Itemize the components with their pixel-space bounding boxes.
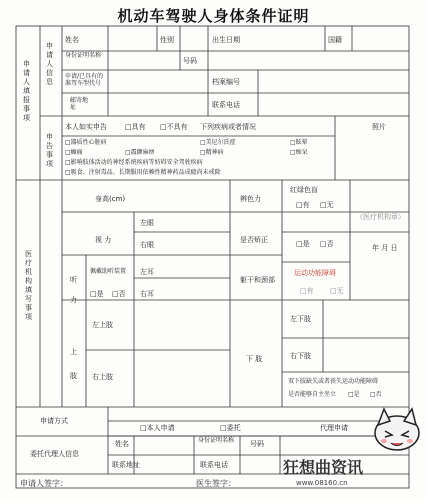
motion-yes-checkbox[interactable]: □有 <box>300 287 314 295</box>
declaration-following: 下列疾病或者情况 <box>200 123 256 131</box>
proxy-checkbox[interactable]: □委托 <box>220 424 241 432</box>
condition-neuro[interactable]: □影响肢体活动的神经系统疾病等妨碍安全驾驶疾病 <box>65 159 203 166</box>
right-lower-label: 右下肢 <box>290 352 311 360</box>
applicant-section-label: 申请人填报事项 <box>23 60 30 122</box>
declaration-intro: 本人如实申告 <box>65 123 107 131</box>
hearing-aid-label: 佩戴助听装置 <box>90 268 127 275</box>
left-eye-label: 左眼 <box>140 219 154 227</box>
self-checkbox[interactable]: □本人申请 <box>140 424 175 432</box>
condition-psychosis[interactable]: □精神病 <box>200 149 224 156</box>
condition-drugs[interactable]: □吸食、注射毒品、长期服用依赖性精神药品成瘾尚未戒除 <box>65 169 221 176</box>
left-lower-label: 左下肢 <box>290 315 311 323</box>
color-label: 辨色力 <box>240 195 261 203</box>
method-label: 申请方式 <box>40 417 68 425</box>
upper-limb-label: 上 肢 <box>70 348 77 380</box>
condition-heart[interactable]: □器质性心脏病 <box>65 139 107 146</box>
applicant-info-label: 申请人信息 <box>46 42 53 86</box>
neck-label: 躯干和颈部 <box>240 276 275 284</box>
left-upper-label: 左上肢 <box>92 321 113 329</box>
applicant-sign-label: 申请人签字： <box>20 479 68 488</box>
both-lower-label: 双下肢缺失或者丧失运动功能障碍 <box>288 378 379 385</box>
corrected-label: 是否矫正 <box>240 236 268 244</box>
license-label: 申请/已具有的准驾车型代号 <box>65 73 104 87</box>
form-title: 机动车驾驶人身体条件证明 <box>117 7 310 25</box>
motion-label: 运动功能障碍 <box>294 269 336 277</box>
medical-section-label: 医疗机构填写事项 <box>25 250 32 321</box>
agent-phone-label: 联系电话 <box>200 461 228 469</box>
watermark-url: www.08160.cn <box>296 479 348 487</box>
file-no-label: 档案编号 <box>212 78 240 86</box>
hearing-aid-no-checkbox[interactable]: □否 <box>112 290 126 298</box>
hospital-seal-label: （医疗机构章） <box>356 213 405 221</box>
color-blind-label: 红绿色盲 <box>290 186 318 194</box>
lower-limb-label: 下 肢 <box>246 355 263 363</box>
condition-epilepsy[interactable]: □癫痫 <box>65 149 83 156</box>
color-yes-checkbox[interactable]: □有 <box>296 201 310 209</box>
proxy-apply-label: 代理申请 <box>320 424 348 432</box>
birth-label: 出生日期 <box>212 36 240 44</box>
has-checkbox[interactable]: □具有 <box>125 123 146 131</box>
agent-number-label: 号码 <box>250 440 264 448</box>
sit-label: 是否能够自主坐立 <box>288 391 337 398</box>
condition-paralysis[interactable]: □震颤麻痹 <box>125 149 155 156</box>
sit-no-checkbox[interactable]: □否 <box>370 391 382 398</box>
date-label: 年 月 日 <box>372 244 398 252</box>
doctor-sign-label: 医生签字： <box>196 479 236 488</box>
motion-no-checkbox[interactable]: □无 <box>330 287 344 295</box>
number-label: 号码 <box>183 57 197 65</box>
postal-label: 邮寄地址 <box>70 97 89 111</box>
corrected-yes-checkbox[interactable]: □是 <box>296 240 310 248</box>
right-ear-label: 右耳 <box>140 290 154 298</box>
name-label: 姓名 <box>65 36 79 44</box>
hearing-label: 听 力 <box>70 276 77 304</box>
photo-label: 照片 <box>372 123 386 131</box>
height-label: 身高(cm) <box>95 195 126 203</box>
phone-label: 联系电话 <box>212 101 240 109</box>
right-upper-label: 右上肢 <box>92 373 113 381</box>
watermark-mascot-icon <box>368 405 426 455</box>
condition-meniere[interactable]: □美尼尔氏症 <box>200 139 236 146</box>
watermark-text: 狂想曲资讯 <box>283 458 364 477</box>
color-no-checkbox[interactable]: □无 <box>320 201 334 209</box>
not-has-checkbox[interactable]: □不具有 <box>160 123 188 131</box>
nationality-label: 国籍 <box>328 36 342 44</box>
condition-dementia[interactable]: □痴呆 <box>290 149 308 156</box>
left-ear-label: 左耳 <box>140 268 154 276</box>
declaration-label: 申告事项 <box>46 133 53 168</box>
corrected-no-checkbox[interactable]: □否 <box>320 240 334 248</box>
hearing-aid-yes-checkbox[interactable]: □是 <box>90 290 104 298</box>
vision-label: 视 力 <box>95 236 112 244</box>
condition-vertigo[interactable]: □眩晕 <box>290 139 308 146</box>
agent-id-label: 身份证明名称 <box>198 437 235 444</box>
right-eye-label: 右眼 <box>140 241 154 249</box>
sit-yes-checkbox[interactable]: □是 <box>348 391 360 398</box>
sex-label: 性别 <box>160 36 174 44</box>
agent-address-label: 联系地址 <box>112 461 140 469</box>
id-doc-label: 身份证明名称 <box>65 52 102 59</box>
agent-name-label: 姓名 <box>115 440 129 448</box>
agent-info-label: 委托代理人信息 <box>30 450 79 458</box>
